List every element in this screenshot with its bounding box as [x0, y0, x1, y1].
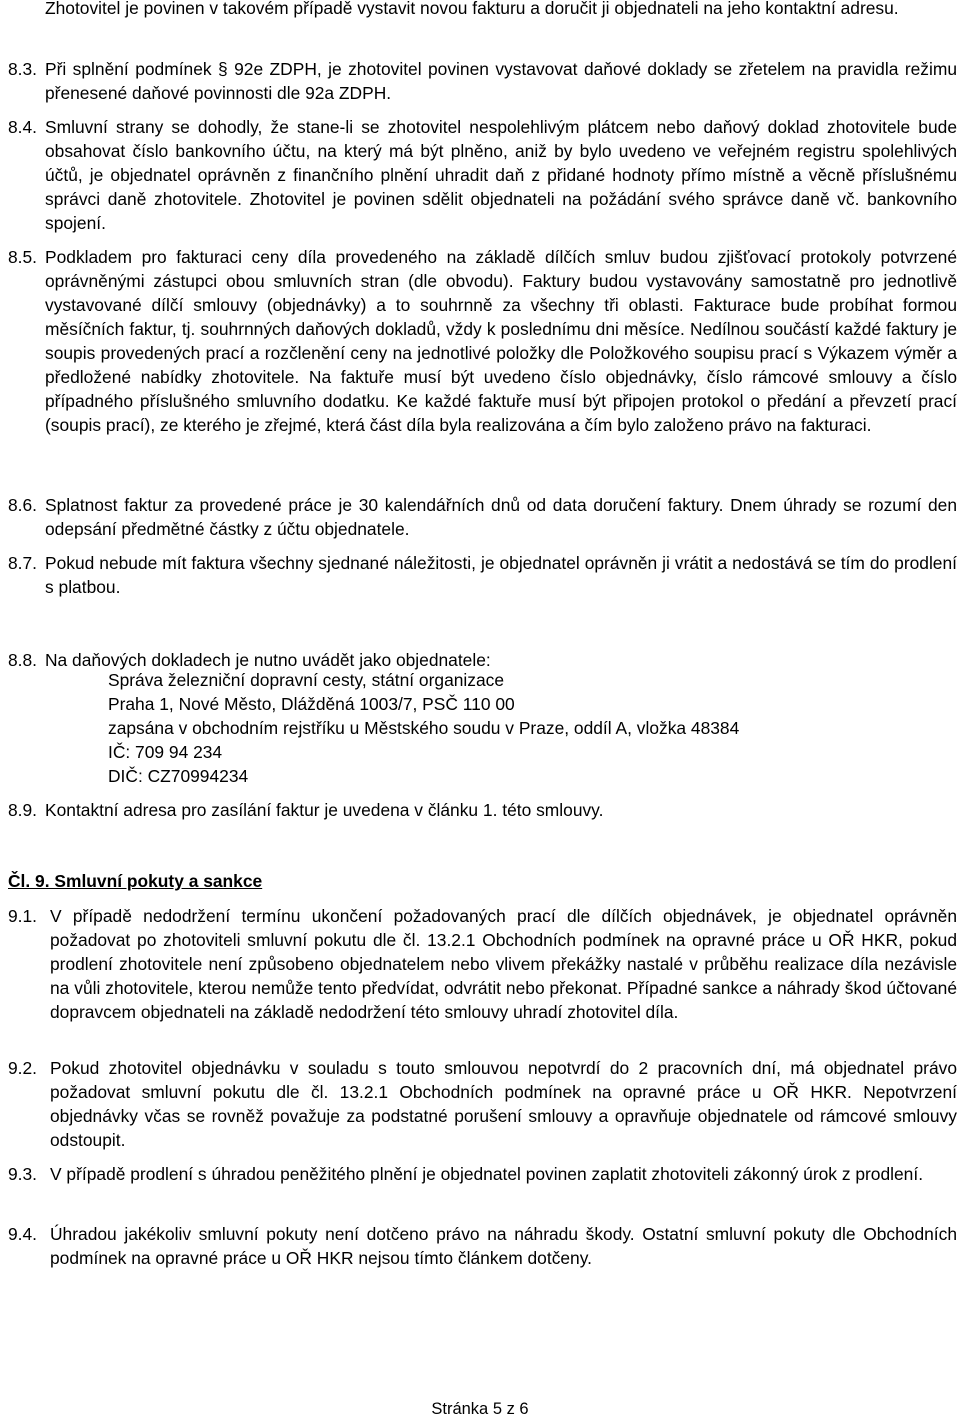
intro-paragraph [8, 0, 957, 20]
clause-8-3 [8, 57, 957, 105]
clause-9-1 [8, 904, 957, 1024]
clause-number: 8.8. [8, 650, 38, 670]
page-number-footer: Stránka 5 z 6 [431, 1400, 529, 1418]
clause-8-6 [8, 493, 957, 541]
clause-number: 8.3. [8, 59, 38, 79]
clause-text: Smluvní strany se dohodly, že stane-li se zhotovitel nespolehlivým plátcem nebo daňový doklad zhotovitele bude obsahovat číslo bankovního účtu, na který má být plněno, aniž by bylo uvedeno ve veřejném registru spolehlivých účtů, je objednatel oprávněn z finančního plnění uhradit daň z přidané hodnoty přímo místně a věcně příslušnému správci daně zhotovitele. Zhotovitel je povinen sdělit objednateli na požádání svého správce daně vč. bankovního spojení. [45, 117, 957, 233]
paragraph-text: Zhotovitel je povinen v takovém případě vystavit novou fakturu a doručit ji objednateli na jeho kontaktní adresu. [45, 0, 899, 18]
clause-text: Podkladem pro fakturaci ceny díla provedeného na základě dílčích smluv budou zjišťovací protokoly potvrzené oprávněnými zástupci obou smluvních stran (dle obvodu). Faktury budou vystavovány samostatně pro jednotlivě vystavované dílčí smlouvy (objednávky) a to souhrnně za všechny tři oblasti. Fakturace bude probíhat formou měsíčních faktur, tj. souhrnných daňových dokladů, vždy k poslednímu dni měsíce. Nedílnou součástí každé faktury je soupis provedených prací a rozčlenění ceny na jednotlivé položky dle Položkového soupisu prací s Výkazem výměr a předložené nabídky zhotovitele. Na faktuře musí být uvedeno číslo objednávky, číslo rámcové smlouvy a číslo případného příslušného smluvního dodatku. Ke každé faktuře musí být připojen protokol o předání a převzetí prací (soupis prací), ze kterého je zřejmé, která část díla byla realizována a čím bylo založeno právo na fakturaci. [45, 247, 957, 435]
address-line-organization: Správa železniční dopravní cesty, státní organizace [108, 670, 505, 690]
address-line-street: Praha 1, Nové Město, Dlážděná 1003/7, PSČ 110 00 [108, 694, 515, 714]
address-line-register: zapsána v obchodním rejstříku u Městského soudu v Praze, oddíl A, vložka 48384 [108, 718, 740, 738]
clause-number: 8.5. [8, 247, 38, 267]
clause-text: Na daňových dokladech je nutno uvádět jako objednatele: [45, 650, 491, 670]
clause-8-5 [8, 245, 957, 437]
clause-9-2 [8, 1056, 957, 1152]
clause-text: Pokud zhotovitel objednávku v souladu s touto smlouvou nepotvrdí do 2 pracovních dní, má objednatel právo požadovat smluvní pokutu dle čl. 13.2.1 Obchodních podmínek na opravné práce u OŘ HKR. Nepotvrzení objednávky včas se rovněž považuje za podstatné porušení smlouvy a opravňuje objednatele od rámcové smlouvy odstoupit. [50, 1058, 957, 1150]
clause-text: Pokud nebude mít faktura všechny sjednané náležitosti, je objednatel oprávněn ji vrátit a nedostává se tím do prodlení s platbou. [45, 553, 957, 597]
clause-text: V případě nedodržení termínu ukončení požadovaných prací dle dílčích objednávek, je objednatel oprávněn požadovat po zhotoviteli smluvní pokutu dle čl. 13.2.1 Obchodních podmínek na opravné práce u OŘ HKR, pokud prodlení zhotovitele není způsobeno objednatelem nebo vlivem překážky nastalé v průběhu realizace díla nezávisle na vůli zhotovitele, kterou nemůže tento předvídat, odvrátit nebo překonat. Případné sankce a náhrady škod účtované dopravcem objednateli na základě nedodržení této smlouvy uhradí zhotovitel díla. [50, 906, 957, 1022]
clause-number: 8.7. [8, 553, 38, 573]
article-heading-text: Čl. 9. Smluvní pokuty a sankce [8, 871, 263, 891]
clause-number: 9.2. [8, 1058, 38, 1078]
address-line-dic: DIČ: CZ70994234 [108, 766, 249, 786]
article-9-heading [8, 869, 262, 893]
clause-text: Při splnění podmínek § 92e ZDPH, je zhotovitel povinen vystavovat daňové doklady se zřetelem na pravidla režimu přenesené daňové povinnosti dle 92a ZDPH. [45, 59, 957, 103]
clause-9-3 [8, 1162, 957, 1186]
clause-number: 8.4. [8, 117, 38, 137]
clause-number: 9.1. [8, 906, 38, 926]
clause-number: 8.6. [8, 495, 38, 515]
clause-9-4 [8, 1222, 957, 1270]
clause-8-9 [8, 798, 957, 822]
address-line-ic: IČ: 709 94 234 [108, 742, 223, 762]
clause-text: V případě prodlení s úhradou peněžitého plnění je objednatel povinen zaplatit zhotoviteli zákonný úrok z prodlení. [50, 1164, 924, 1184]
clause-text: Úhradou jakékoliv smluvní pokuty není dotčeno právo na náhradu škody. Ostatní smluvní pokuty dle Obchodních podmínek na opravné práce u OŘ HKR nejsou tímto článkem dotčeny. [50, 1224, 957, 1268]
clause-number: 9.3. [8, 1164, 38, 1184]
clause-8-7 [8, 551, 957, 599]
invoice-address-block [108, 668, 739, 788]
clause-number: 9.4. [8, 1224, 38, 1244]
clause-number: 8.9. [8, 800, 38, 820]
clause-text: Kontaktní adresa pro zasílání faktur je uvedena v článku 1. této smlouvy. [45, 800, 604, 820]
clause-text: Splatnost faktur za provedené práce je 30 kalendářních dnů od data doručení faktury. Dnem úhrady se rozumí den odepsání předmětné částky z účtu objednatele. [45, 495, 957, 539]
clause-8-4 [8, 115, 957, 235]
